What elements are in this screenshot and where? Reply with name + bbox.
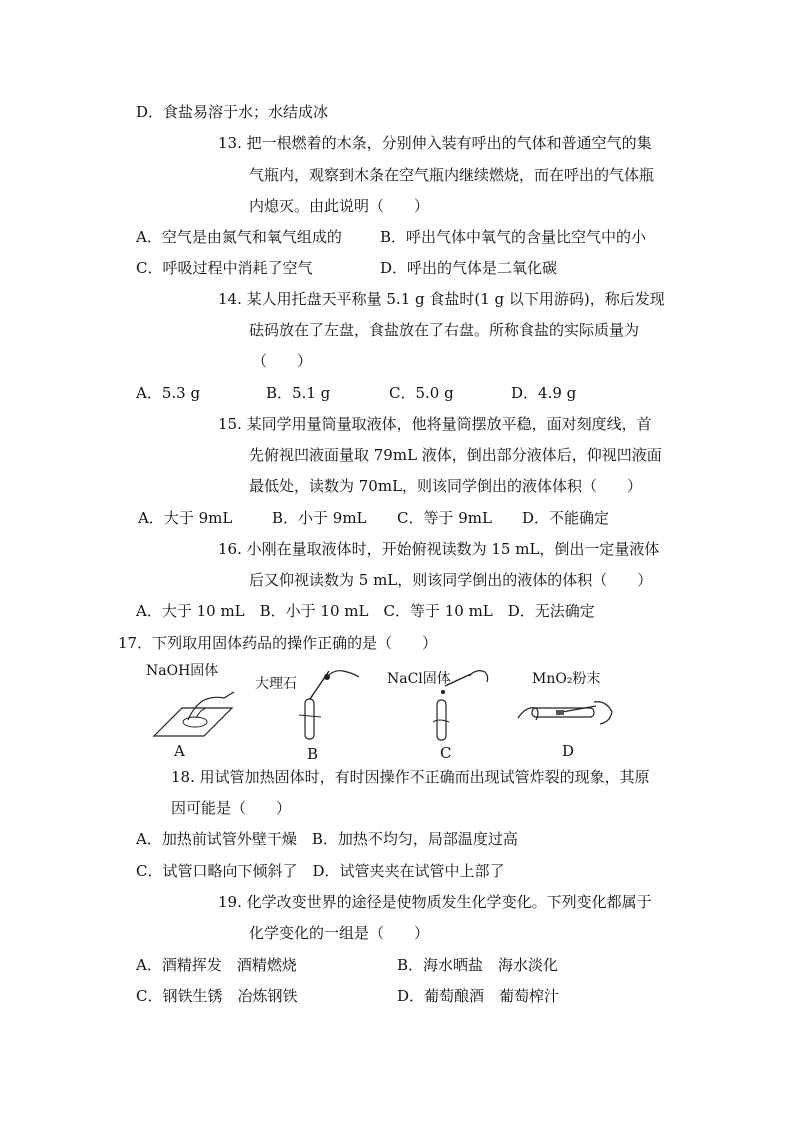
- holding-hand-shape: [433, 720, 449, 722]
- figure-b-label: B: [307, 745, 319, 763]
- q19-option-d: D．葡萄酿酒 葡萄榨汁: [397, 987, 560, 1005]
- q14-option-d: D．4.9 g: [511, 384, 577, 402]
- q16-options: A．大于 10 mL B．小于 10 mL C．等于 10 mL D．无法确定: [136, 602, 595, 620]
- q15-stem-line3: 最低处，读数为 70mL，则该同学倒出的液体体积（ ）: [249, 477, 643, 495]
- figure-d-label: D: [562, 742, 575, 760]
- q13-option-a: A．空气是由氮气和氧气组成的: [136, 228, 342, 246]
- q14-option-b: B．5.1 g: [266, 384, 331, 402]
- q17-figure-c: [385, 660, 495, 762]
- figure-c-label: C: [440, 744, 452, 762]
- q14-option-c: C．5.0 g: [389, 384, 454, 402]
- q17-stem: 17．下列取用固体药品的操作正确的是（ ）: [118, 634, 438, 652]
- figure-a-caption: NaOH固体: [146, 663, 219, 679]
- q13-stem-line1: 13. 把一根燃着的木条，分别伸入装有呼出的气体和普通空气的集: [218, 134, 652, 152]
- q19-stem-line2: 化学变化的一组是（ ）: [249, 924, 430, 942]
- finger-shape: [196, 708, 206, 718]
- hand-shape: [325, 671, 359, 679]
- q13-option-c: C．呼吸过程中消耗了空气: [136, 259, 313, 277]
- q18-options-ab: A．加热前试管外壁干燥 B．加热不均匀，局部温度过高: [136, 830, 518, 848]
- q12-option-d: D．食盐易溶于水；水结成冰: [136, 103, 329, 121]
- q15-stem-line1: 15. 某同学用量筒量取液体，他将量筒摆放平稳，面对刻度线，首: [218, 415, 652, 433]
- figure-d-caption: MnO₂粉末: [532, 671, 601, 687]
- hand-shape: [469, 671, 488, 682]
- q15-option-b: B．小于 9mL: [272, 509, 367, 527]
- hand-shape: [188, 692, 234, 720]
- naoh-pile-shape: [183, 717, 207, 727]
- paper-trough-shape: [562, 706, 596, 712]
- q15-stem-line2: 先俯视凹液面量取 79mL 液体，倒出部分液体后，仰视凹液面: [249, 446, 662, 464]
- figure-c-caption: NaCl固体: [387, 671, 451, 687]
- right-hand-shape: [594, 702, 612, 724]
- figure-b-caption: 大理石: [255, 676, 297, 692]
- q14-stem-line3: （ ）: [252, 352, 313, 370]
- figure-a-label: A: [174, 742, 185, 760]
- q19-option-a: A．酒精挥发 酒精燃烧: [136, 956, 297, 974]
- q19-stem-line1: 19. 化学改变世界的途径是使物质发生化学变化。下列变化都属于: [218, 893, 652, 911]
- q17-figure-a: [140, 660, 240, 760]
- q17-figure-d: [512, 662, 622, 760]
- tube-mark-shape: [299, 715, 321, 717]
- q15-option-a: A．大于 9mL: [138, 509, 233, 527]
- q13-stem-line3: 内熄灭。由此说明（ ）: [249, 197, 430, 215]
- q15-option-c: C．等于 9mL: [397, 509, 492, 527]
- q18-stem-line1: 18. 用试管加热固体时，有时因操作不正确而出现试管炸裂的现象，其原: [171, 768, 650, 786]
- q13-stem-line2: 气瓶内，观察到木条在空气瓶内继续燃烧，而在呼出的气体瓶: [249, 166, 655, 184]
- q19-option-c: C．钢铁生锈 冶炼钢铁: [136, 987, 298, 1005]
- q14-stem-line1: 14. 某人用托盘天平称量 5.1 g 食盐时(1 g 以下用游码)，称后发现: [218, 290, 665, 308]
- left-hand-shape: [518, 708, 538, 720]
- q18-stem-line2: 因可能是（ ）: [171, 799, 292, 817]
- q17-figure-b: [255, 665, 365, 763]
- marble-piece-shape: [324, 674, 330, 680]
- q16-stem-line1: 16. 小刚在量取液体时，开始俯视读数为 15 mL，倒出一定量液体: [218, 540, 660, 558]
- q16-stem-line2: 后又仰视读数为 5 mL，则该同学倒出的液体的体积（ ）: [249, 571, 653, 589]
- q13-option-b: B．呼出气体中氧气的含量比空气中的小: [380, 228, 647, 246]
- q13-option-d: D．呼出的气体是二氧化碳: [380, 259, 558, 277]
- q18-options-cd: C．试管口略向下倾斜了 D．试管夹夹在试管中上部了: [136, 862, 505, 880]
- q19-option-b: B．海水晒盐 海水淡化: [397, 956, 559, 974]
- q14-option-a: A．5.3 g: [136, 384, 201, 402]
- q14-stem-line2: 砝码放在了左盘，食盐放在了右盘。所称食盐的实际质量为: [249, 321, 640, 339]
- paper-sheet-shape: [154, 708, 232, 736]
- test-tube-shape: [305, 699, 314, 739]
- q15-option-d: D．不能确定: [522, 509, 610, 527]
- mno2-powder-shape: [556, 710, 564, 715]
- nacl-grain-shape: [441, 690, 445, 694]
